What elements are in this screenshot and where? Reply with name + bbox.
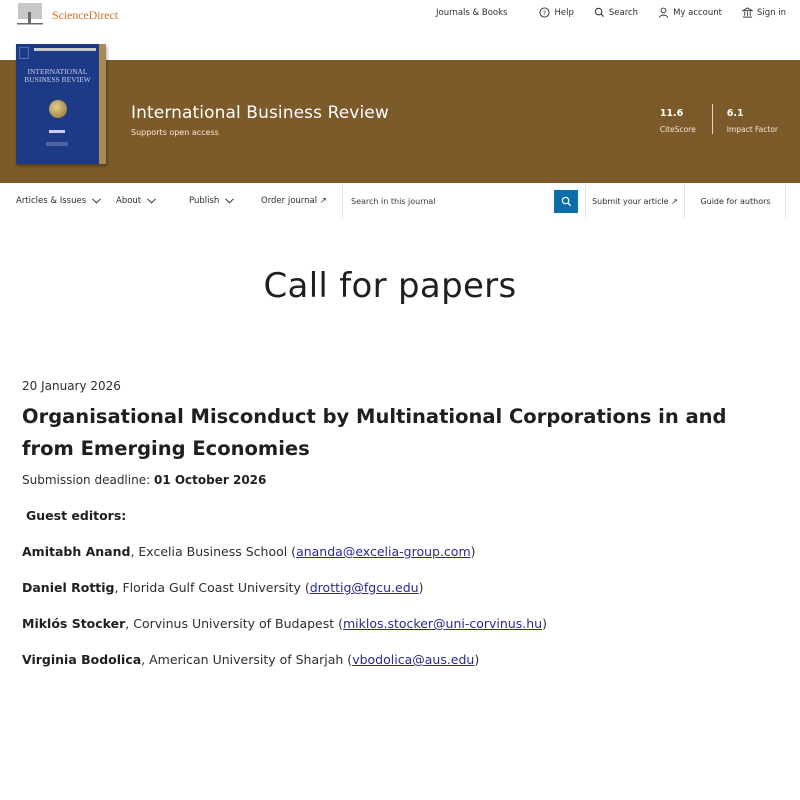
impact-factor-label: Impact Factor (726, 125, 778, 134)
svg-text:?: ? (543, 8, 547, 17)
publish-date: 20 January 2026 (22, 379, 121, 393)
sign-in-label: Sign in (757, 7, 786, 18)
deadline-value: 01 October 2026 (153, 473, 267, 487)
cover-small-text (46, 142, 68, 146)
editor-name: Amitabh Anand (22, 544, 131, 559)
paren-close: ) (470, 544, 476, 559)
elsevier-logo-icon[interactable] (16, 2, 44, 26)
nav-order-journal[interactable] (261, 196, 327, 206)
submission-deadline (22, 473, 266, 487)
editor-affiliation: , American University of Sharjah ( (141, 652, 353, 667)
cover-globe-icon (49, 100, 67, 118)
editor-row (22, 616, 547, 631)
editor-affiliation: , Florida Gulf Coast University ( (114, 580, 310, 595)
citescore-metric[interactable] (660, 108, 696, 134)
journal-search-input[interactable] (351, 193, 541, 209)
editor-name: Daniel Rottig (22, 580, 115, 595)
top-nav (436, 7, 786, 18)
editor-affiliation: , Corvinus University of Budapest ( (125, 616, 343, 631)
editor-row (22, 652, 479, 667)
citescore-label: CiteScore (659, 125, 696, 134)
cover-publisher-logo (19, 47, 29, 59)
institution-icon (742, 7, 753, 18)
deadline-label: Submission deadline: (22, 473, 151, 487)
journal-title[interactable]: International Business Review (131, 103, 389, 123)
journal-cover-image[interactable] (16, 44, 106, 164)
editor-email-link[interactable]: miklos.stocker@uni-corvinus.hu (343, 616, 543, 631)
help-circle-icon (539, 7, 550, 18)
chevron-down-icon (225, 198, 234, 204)
cover-title: INTERNATIONAL BUSINESS REVIEW (24, 67, 91, 84)
chevron-down-icon (92, 198, 101, 204)
guide-for-authors-link[interactable] (686, 183, 786, 219)
editor-email-link[interactable]: drottig@fgcu.edu (309, 580, 419, 595)
nav-order-journal-label: Order journal ↗ (261, 196, 327, 206)
search-link[interactable] (594, 7, 638, 18)
editor-email-link[interactable]: vbodolica@aus.edu (352, 652, 475, 667)
nav-publish-label: Publish (189, 196, 220, 206)
paren-close: ) (418, 580, 424, 595)
editor-name: Virginia Bodolica (22, 652, 142, 667)
chevron-down-icon (147, 198, 156, 204)
nav-articles-issues-label: Articles & Issues (16, 196, 87, 206)
nav-about-label: About (116, 196, 142, 206)
help-link[interactable] (539, 7, 573, 18)
guide-for-authors-label: Guide for authors (700, 196, 771, 206)
my-account-label: My account (673, 7, 722, 18)
my-account-link[interactable] (658, 7, 722, 18)
citescore-value: 11.6 (659, 108, 684, 119)
page-title: Call for papers (263, 266, 517, 306)
open-access-label: Supports open access (131, 128, 219, 137)
paren-close: ) (542, 616, 547, 631)
nav-publish[interactable] (189, 196, 234, 206)
nav-about[interactable] (116, 196, 156, 206)
top-bar (0, 0, 800, 60)
submit-article-label: Submit your article ↗ (592, 196, 678, 206)
impact-factor-metric[interactable] (727, 108, 778, 134)
journals-books-link[interactable] (436, 8, 507, 18)
editor-row (22, 580, 423, 595)
call-title: Organisational Misconduct by Multinational Corporations in and from Emerging Economies (22, 405, 727, 460)
editor-name: Miklós Stocker (22, 616, 126, 631)
search-label: Search (608, 7, 639, 18)
guest-editors-heading: Guest editors: (26, 508, 127, 523)
submit-article-link[interactable] (585, 183, 685, 219)
paren-close: ) (474, 652, 480, 667)
journal-search (342, 183, 584, 219)
search-icon (561, 196, 572, 207)
help-label: Help (554, 7, 574, 18)
editor-affiliation: , Excelia Business School ( (130, 544, 297, 559)
editor-email-link[interactable]: ananda@excelia-group.com (296, 544, 471, 559)
impact-factor-value: 6.1 (726, 108, 744, 119)
cover-strip (34, 48, 96, 51)
person-icon (658, 7, 669, 18)
search-icon (594, 7, 605, 18)
journal-search-button[interactable] (554, 190, 578, 213)
journals-books-label: Journals & Books (436, 7, 508, 18)
cover-mark (49, 130, 65, 133)
sciencedirect-brand[interactable]: ScienceDirect (52, 8, 118, 22)
sign-in-link[interactable] (742, 7, 786, 18)
metrics-divider (712, 104, 713, 134)
editor-row (22, 544, 476, 559)
nav-articles-issues[interactable] (16, 196, 101, 206)
journal-metrics (660, 108, 778, 134)
